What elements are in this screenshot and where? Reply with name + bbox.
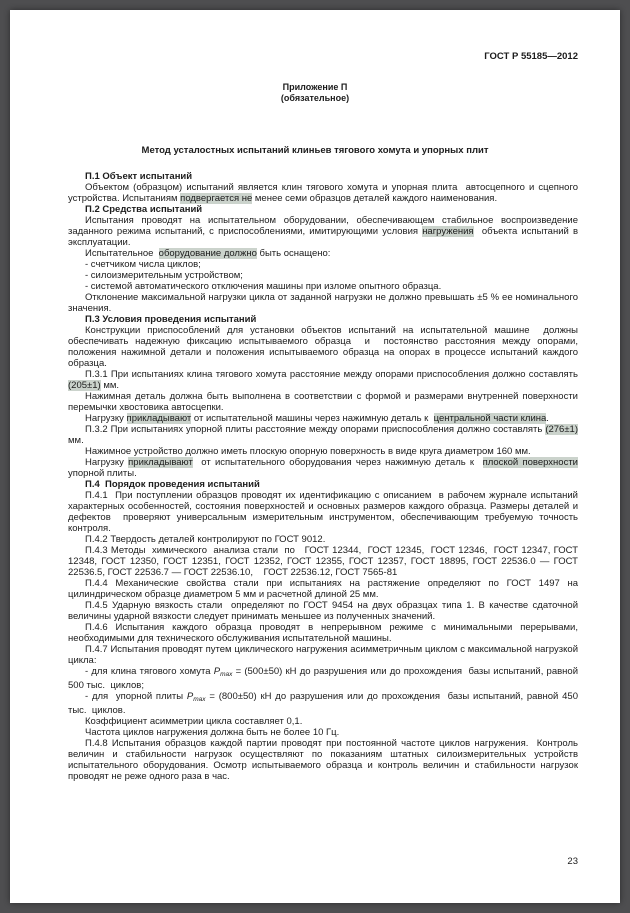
text-run: П.4.2 Твердость деталей контролируют по ГОСТ 9012. — [85, 533, 326, 545]
text-run: - счетчиком числа циклов; — [85, 258, 201, 270]
paragraph — [68, 248, 578, 259]
text-run: П.3.2 При испытаниях упорной плиты расстояние между опорами приспособления должно составлять — [85, 423, 546, 435]
paragraph — [68, 577, 581, 600]
text-run: Частота циклов нагружения должна быть не более 10 Гц. — [85, 726, 340, 738]
document-paragraphs — [68, 170, 584, 782]
text-run: Объектом (образцом) испытаний является клин тягового хомута и упорная плита автосцепного и сцепного устройства. Испытаниям — [68, 181, 581, 204]
text-run: П.3.1 При испытаниях клина тягового хомута расстояние между опорами приспособления должно составлять — [85, 368, 584, 380]
paragraph — [68, 544, 581, 578]
text-run: Нажимное устройство должно иметь плоскую опорную поверхность в виде круга диаметром 160 мм. — [85, 445, 531, 457]
paragraph — [68, 643, 581, 666]
text-run: П.4 Порядок проведения испытаний — [85, 478, 260, 490]
highlighted-text: прикладывают — [128, 456, 193, 468]
list-item — [68, 281, 578, 292]
text-run: от испытательного оборудования через нажимную деталь к — [192, 456, 483, 468]
paragraph — [68, 599, 581, 622]
text-run: - силоизмерительным устройством; — [85, 269, 243, 281]
text-run: Нагрузку — [85, 412, 127, 424]
text-run: Испытательное — [85, 247, 159, 259]
document-page — [10, 10, 620, 903]
text-run: Коэффициент асимметрии цикла составляет 0,1. — [85, 715, 303, 727]
paragraph — [68, 181, 581, 204]
highlighted-text: подвергается не — [180, 192, 253, 204]
paragraph — [68, 727, 578, 738]
section-heading — [68, 479, 578, 490]
paragraph — [68, 413, 578, 424]
highlighted-text: плоской поверхности — [482, 456, 578, 468]
paragraph — [68, 621, 581, 644]
paragraph — [68, 716, 578, 727]
section-heading — [68, 314, 578, 325]
list-item — [68, 690, 581, 716]
text-run: П.1 Объект испытаний — [85, 170, 193, 182]
document-title: Метод усталостных испытаний клиньев тягового хомута и упорных плит — [141, 145, 489, 156]
text-run: П.4.3 Методы химического анализа стали по ГОСТ 12344, ГОСТ 12345, ГОСТ 12346, ГОСТ 12347, ГОСТ 12348, ГОСТ 12350, ГОСТ 12351, ГОСТ 12352, ГОСТ 12355, ГОСТ 12357, ГОСТ 18895, ГОСТ 22536.0 — ГОСТ 22536.5, ГОСТ 22536.7 — ГОСТ 22536.10, ГОСТ 22536.12, ГОСТ 7565-81 — [68, 544, 581, 578]
text-run: - для клина тягового хомута — [85, 665, 214, 677]
text-run: П.4.8 Испытания образцов каждой партии проводят при постоянной частоте циклов нагружения. Контроль величин и стабильности нагрузок осуществляют по показаниям штатных силоизмерительных устройств испытательного оборудования. Осмотр испытываемого образца и контроль величин и стабильности нагрузок проводят не реже одного раза в час. — [68, 737, 581, 782]
text-run: = (800±50) кН до разрушения или до прохождения базы испытаний, равной 450 тыс. циклов. — [68, 690, 581, 716]
paragraph — [68, 368, 584, 391]
text-run: П.4.5 Ударную вязкость стали определяют по ГОСТ 9454 на двух образцах типа 1. В качестве сдаточной величины ударной вязкости следует принимать меньшее из полученных значений. — [68, 599, 581, 622]
paragraph — [68, 456, 581, 479]
text-run: - системой автоматического отключения машины при изломе опытного образца. — [85, 280, 442, 292]
text-run: P — [213, 665, 221, 677]
text-run: П.2 Средства испытаний — [85, 203, 203, 215]
list-item — [68, 270, 578, 281]
text-run: мм. — [68, 423, 581, 446]
text-run: П.4.7 Испытания проводят путем циклического нагружения асимметричным циклом с максимальной нагрузкой цикла: — [68, 643, 581, 666]
paragraph — [68, 291, 581, 314]
text-run: - для упорной плиты — [85, 690, 187, 702]
text-run: П.4.1 При поступлении образцов проводят их идентификацию с описанием в рабочем журнале испытаний характерных особенностей, состояния поверхностей и основных размеров каждого образца. Размеры деталей и дефектов проверяют универсальным измерительным инструментом, обеспечивающим требуемую точность контроля. — [68, 489, 581, 534]
text-run: быть оснащено: — [256, 247, 331, 259]
text-run: Испытания проводят на испытательном оборудовании, обеспечивающем стабильное воспроизведение заданного режима испытаний, с приспособлениями, имитирующими условия — [68, 214, 581, 237]
text-run: = (500±50) кН до разрушения или до прохождения базы испытаний, равной 500 тыс. циклов; — [68, 665, 581, 691]
page-number: 23 — [567, 856, 578, 867]
text-run: объекта испытаний в эксплуатации. — [68, 225, 581, 248]
appendix-block — [10, 82, 620, 103]
highlighted-text: (276±1) — [545, 423, 578, 435]
text-run: упорной плиты. — [68, 456, 581, 479]
highlighted-text: (205±1) — [68, 379, 101, 391]
paragraph — [68, 534, 578, 545]
text-run: . — [546, 412, 549, 424]
text-run: от испытательной машины через нажимную деталь к — [191, 412, 434, 424]
section-heading — [68, 204, 578, 215]
paragraph — [68, 324, 581, 369]
text-run: Конструкции приспособлений для установки объектов испытаний на испытательной машине должны обеспечивать надежную фиксацию испытываемого образца и постоянство расстояния между опорами, положения нажимной детали и положения испытываемого образца на опорах в процессе испытаний каждого образца. — [68, 324, 581, 369]
text-run: Отклонение максимальной нагрузки цикла от заданной нагрузки не должно превышать ±5 % ее номинального значения. — [68, 291, 581, 314]
paragraph — [68, 737, 581, 782]
list-item — [68, 665, 581, 691]
text-run: P — [186, 690, 194, 702]
text-run: Нагрузку — [85, 456, 129, 468]
text-run: max — [193, 695, 206, 703]
standard-code: ГОСТ Р 55185—2012 — [484, 51, 578, 62]
highlighted-text: прикладывают — [126, 412, 192, 424]
paragraph — [68, 390, 581, 413]
highlighted-text: оборудование должно — [158, 247, 257, 259]
section-heading — [68, 171, 578, 182]
highlighted-text: нагружения — [422, 225, 474, 237]
appendix-type: (обязательное) — [280, 92, 350, 103]
text-run: Нажимная деталь должна быть выполнена в соответствии с формой и размерами внутренней поверхности перемычки хвостовика автосцепки. — [68, 390, 581, 413]
highlighted-text: центральной части клина — [433, 412, 547, 424]
paragraph — [68, 423, 581, 446]
text-run: П.3 Условия проведения испытаний — [85, 313, 257, 325]
text-run: П.4.6 Испытания каждого образца проводят в непрерывном режиме с минимальными перерывами, необходимыми для технического обслуживания испытательной машины. — [68, 621, 581, 644]
paragraph — [68, 214, 581, 248]
text-run: мм. — [100, 379, 120, 391]
document-header — [10, 10, 620, 62]
list-item — [68, 259, 578, 270]
text-run: max — [220, 670, 233, 678]
text-run: менее семи образцов деталей каждого наименования. — [252, 192, 498, 204]
text-run: П.4.4 Механические свойства стали при испытаниях на растяжение определяют по ГОСТ 1497 на цилиндрическом образце диаметром 5 мм и расчетной длиной 25 мм. — [68, 577, 581, 600]
appendix-label: Приложение П — [282, 82, 348, 92]
paragraph — [68, 446, 578, 457]
paragraph — [68, 489, 581, 534]
